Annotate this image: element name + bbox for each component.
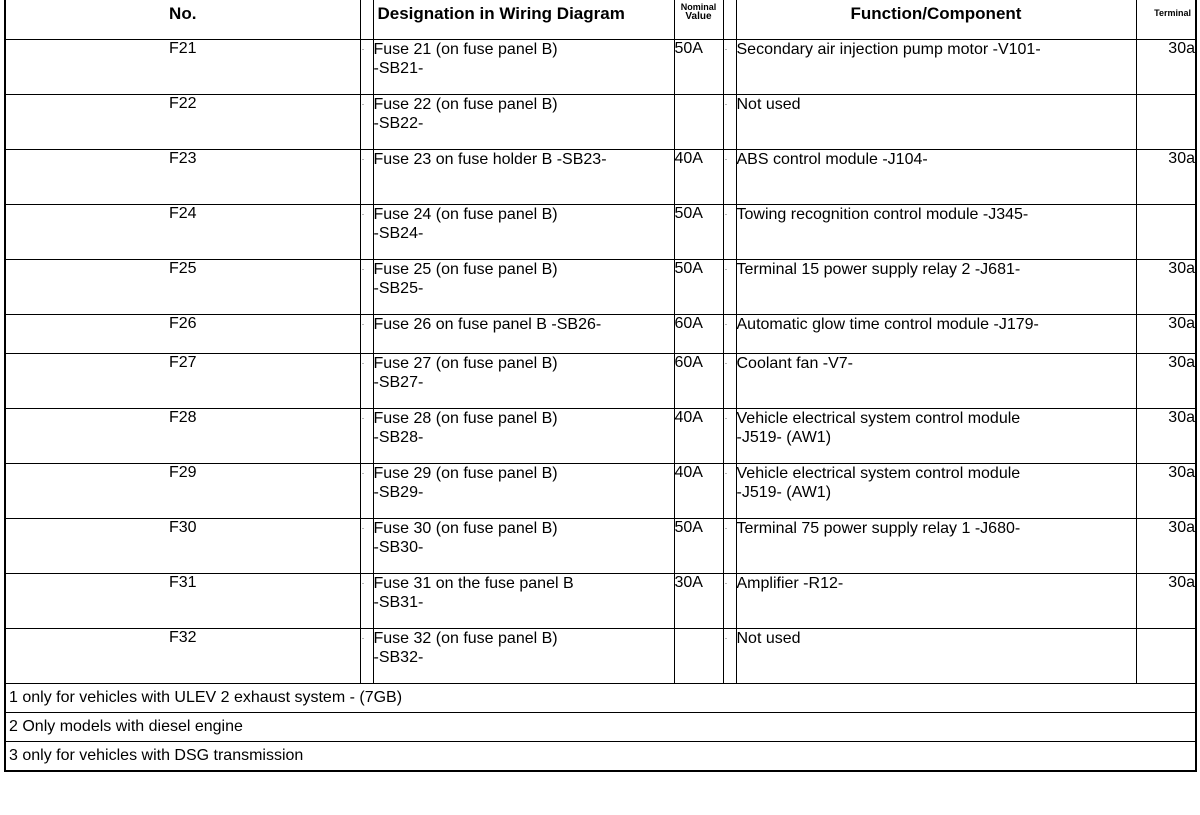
fuse-number-text: F21 <box>168 40 197 57</box>
terminal-cell <box>1136 315 1196 354</box>
fuse-number <box>5 95 360 150</box>
table-row <box>5 574 1196 629</box>
terminal-cell <box>1136 409 1196 464</box>
terminal-cell-text: 30a <box>1168 574 1195 591</box>
spacer-cell <box>723 260 736 315</box>
function-cell <box>736 40 1136 95</box>
nominal-value-cell-text: 50A <box>674 260 703 277</box>
nominal-value-cell <box>674 464 723 519</box>
fuse-number <box>5 315 360 354</box>
function-cell <box>736 354 1136 409</box>
function-cell <box>736 519 1136 574</box>
terminal-cell-text: 30a <box>1168 519 1195 536</box>
terminal-cell <box>1136 354 1196 409</box>
table-row <box>5 354 1196 409</box>
fuse-number-text: F31 <box>168 574 197 591</box>
spacer-cell <box>360 40 373 95</box>
terminal-cell <box>1136 40 1196 95</box>
designation-cell-text: -SB29- <box>373 484 424 501</box>
designation-cell-text: -SB24- <box>373 225 424 242</box>
spacer-cell <box>360 519 373 574</box>
fuse-number-text: F24 <box>168 205 197 222</box>
spacer-cell <box>723 409 736 464</box>
spacer-cell <box>360 150 373 205</box>
fuse-number <box>5 354 360 409</box>
nominal-value-cell <box>674 409 723 464</box>
spacer-cell <box>723 519 736 574</box>
nominal-value-cell-text: 50A <box>674 205 703 222</box>
footnote-row <box>5 742 1196 772</box>
header-row <box>5 0 1196 40</box>
spacer-cell <box>723 574 736 629</box>
terminal-cell-text: 30a <box>1168 260 1195 277</box>
terminal-cell <box>1136 260 1196 315</box>
designation-cell <box>373 260 674 315</box>
nominal-value-cell-text: 60A <box>674 315 703 332</box>
spacer-cell <box>723 629 736 684</box>
fuse-number <box>5 40 360 95</box>
header-function: Function/Component <box>736 0 1136 40</box>
spacer-cell <box>360 315 373 354</box>
designation-cell-text: -SB22- <box>373 115 424 132</box>
designation-cell <box>373 464 674 519</box>
designation-cell <box>373 40 674 95</box>
fuse-number <box>5 629 360 684</box>
nominal-value-cell <box>674 354 723 409</box>
terminal-cell-text: 30a <box>1168 354 1195 371</box>
function-cell <box>736 150 1136 205</box>
table-row <box>5 40 1196 95</box>
header-gap-2 <box>723 0 736 40</box>
terminal-cell <box>1136 205 1196 260</box>
spacer-cell <box>723 354 736 409</box>
terminal-cell-text: 30a <box>1168 40 1195 57</box>
spacer-cell <box>360 574 373 629</box>
nominal-value-cell-text: 40A <box>674 464 703 481</box>
spacer-cell <box>360 629 373 684</box>
nominal-value-cell <box>674 629 723 684</box>
terminal-cell <box>1136 519 1196 574</box>
fuse-number-text: F29 <box>168 464 197 481</box>
fuse-number-text: F26 <box>168 315 197 332</box>
function-cell-text: Terminal 15 power supply relay 2 -J681- <box>736 261 1021 278</box>
fuse-number <box>5 150 360 205</box>
designation-cell <box>373 315 674 354</box>
function-cell-text: Amplifier -R12- <box>736 575 844 592</box>
fuse-number-text: F28 <box>168 409 197 426</box>
function-cell-text: Terminal 75 power supply relay 1 -J680- <box>736 520 1021 537</box>
designation-cell-text: Fuse 21 (on fuse panel B) <box>373 41 558 58</box>
designation-cell-text: -SB28- <box>373 429 424 446</box>
fuse-number-text: F30 <box>168 519 197 536</box>
fuse-table <box>4 0 1197 772</box>
designation-cell-text: -SB31- <box>373 594 424 611</box>
function-cell <box>736 464 1136 519</box>
fuse-number <box>5 574 360 629</box>
designation-cell-text: Fuse 24 (on fuse panel B) <box>373 206 558 223</box>
spacer-cell <box>723 40 736 95</box>
header-gap <box>360 0 373 40</box>
designation-cell-text: Fuse 23 on fuse holder B -SB23- <box>373 151 607 168</box>
fuse-number-text: F32 <box>168 629 197 646</box>
fuse-number <box>5 205 360 260</box>
function-cell-text: Not used <box>736 630 801 647</box>
nominal-value-cell-text: 40A <box>674 409 703 426</box>
designation-cell <box>373 354 674 409</box>
nominal-value-cell <box>674 95 723 150</box>
spacer-cell <box>723 315 736 354</box>
fuse-number-text: F22 <box>168 95 197 112</box>
terminal-cell <box>1136 629 1196 684</box>
table-row <box>5 95 1196 150</box>
nominal-value-cell <box>674 574 723 629</box>
function-cell <box>736 95 1136 150</box>
terminal-cell-text: 30a <box>1168 150 1195 167</box>
designation-cell-text: Fuse 26 on fuse panel B -SB26- <box>373 316 602 333</box>
fuse-number <box>5 409 360 464</box>
terminal-cell <box>1136 95 1196 150</box>
footnote: 3 only for vehicles with DSG transmission <box>5 742 1196 772</box>
spacer-cell <box>360 205 373 260</box>
function-cell <box>736 260 1136 315</box>
spacer-cell <box>723 95 736 150</box>
designation-cell-text: Fuse 25 (on fuse panel B) <box>373 261 558 278</box>
function-cell-text: Towing recognition control module -J345- <box>736 206 1029 223</box>
function-cell <box>736 205 1136 260</box>
function-cell <box>736 629 1136 684</box>
designation-cell-text: -SB30- <box>373 539 424 556</box>
designation-cell <box>373 519 674 574</box>
function-cell-text: Vehicle electrical system control module <box>736 410 1021 427</box>
designation-cell <box>373 205 674 260</box>
designation-cell-text: Fuse 30 (on fuse panel B) <box>373 520 558 537</box>
designation-cell-text: -SB25- <box>373 280 424 297</box>
nominal-value-cell-text: 50A <box>674 519 703 536</box>
designation-cell-text: -SB27- <box>373 374 424 391</box>
function-cell-text: Not used <box>736 96 801 113</box>
designation-cell <box>373 95 674 150</box>
footnote: 2 Only models with diesel engine <box>5 713 1196 742</box>
table-row <box>5 205 1196 260</box>
function-cell-text: -J519- (AW1) <box>736 429 832 446</box>
header-no: No. <box>5 0 360 40</box>
spacer-cell <box>723 205 736 260</box>
designation-cell-text: Fuse 32 (on fuse panel B) <box>373 630 558 647</box>
table-row <box>5 409 1196 464</box>
designation-cell-text: Fuse 31 on the fuse panel B <box>373 575 574 592</box>
designation-cell-text: Fuse 29 (on fuse panel B) <box>373 465 558 482</box>
spacer-cell <box>723 464 736 519</box>
designation-cell-text: -SB21- <box>373 60 424 77</box>
table-row <box>5 150 1196 205</box>
spacer-cell <box>360 260 373 315</box>
function-cell-text: ABS control module -J104- <box>736 151 928 168</box>
function-cell-text: -J519- (AW1) <box>736 484 832 501</box>
footnote: 1 only for vehicles with ULEV 2 exhaust system - (7GB) <box>5 684 1196 713</box>
function-cell-text: Coolant fan -V7- <box>736 355 854 372</box>
spacer-cell <box>360 464 373 519</box>
nominal-value-cell-text: 60A <box>674 354 703 371</box>
table-row <box>5 315 1196 354</box>
table-row <box>5 629 1196 684</box>
function-cell <box>736 409 1136 464</box>
nominal-value-cell-text: 40A <box>674 150 703 167</box>
nominal-value-cell <box>674 205 723 260</box>
function-cell-text: Secondary air injection pump motor -V101- <box>736 41 1041 58</box>
designation-cell-text: Fuse 27 (on fuse panel B) <box>373 355 558 372</box>
spacer-cell <box>360 409 373 464</box>
designation-cell <box>373 574 674 629</box>
terminal-cell-text: 30a <box>1168 464 1195 481</box>
fuse-number <box>5 464 360 519</box>
function-cell-text: Vehicle electrical system control module <box>736 465 1021 482</box>
fuse-number-text: F23 <box>168 150 197 167</box>
nominal-value-cell <box>674 315 723 354</box>
terminal-cell <box>1136 574 1196 629</box>
terminal-cell-text: 30a <box>1168 409 1195 426</box>
spacer-cell <box>360 95 373 150</box>
fuse-number <box>5 519 360 574</box>
terminal-cell-text: 30a <box>1168 315 1195 332</box>
designation-cell <box>373 150 674 205</box>
designation-cell-text: Fuse 28 (on fuse panel B) <box>373 410 558 427</box>
terminal-cell <box>1136 464 1196 519</box>
header-terminal: Terminal <box>1136 0 1196 40</box>
designation-cell-text: Fuse 22 (on fuse panel B) <box>373 96 558 113</box>
fuse-number-text: F25 <box>168 260 197 277</box>
header-nominal-value: Nominal Value <box>674 0 723 40</box>
function-cell-text: Automatic glow time control module -J179- <box>736 316 1039 333</box>
fuse-number-text: F27 <box>168 354 197 371</box>
header-designation: Designation in Wiring Diagram <box>373 0 674 40</box>
spacer-cell <box>723 150 736 205</box>
table-row <box>5 519 1196 574</box>
table-row <box>5 464 1196 519</box>
table-row <box>5 260 1196 315</box>
nominal-value-cell <box>674 150 723 205</box>
nominal-value-cell-text: 50A <box>674 40 703 57</box>
terminal-cell <box>1136 150 1196 205</box>
footnote-row <box>5 684 1196 713</box>
nominal-value-cell <box>674 519 723 574</box>
spacer-cell <box>360 354 373 409</box>
nominal-value-cell-text: 30A <box>674 574 703 591</box>
designation-cell <box>373 629 674 684</box>
designation-cell-text: -SB32- <box>373 649 424 666</box>
nominal-value-cell <box>674 40 723 95</box>
function-cell <box>736 315 1136 354</box>
nominal-value-cell <box>674 260 723 315</box>
footnote-row <box>5 713 1196 742</box>
function-cell <box>736 574 1136 629</box>
fuse-number <box>5 260 360 315</box>
designation-cell <box>373 409 674 464</box>
